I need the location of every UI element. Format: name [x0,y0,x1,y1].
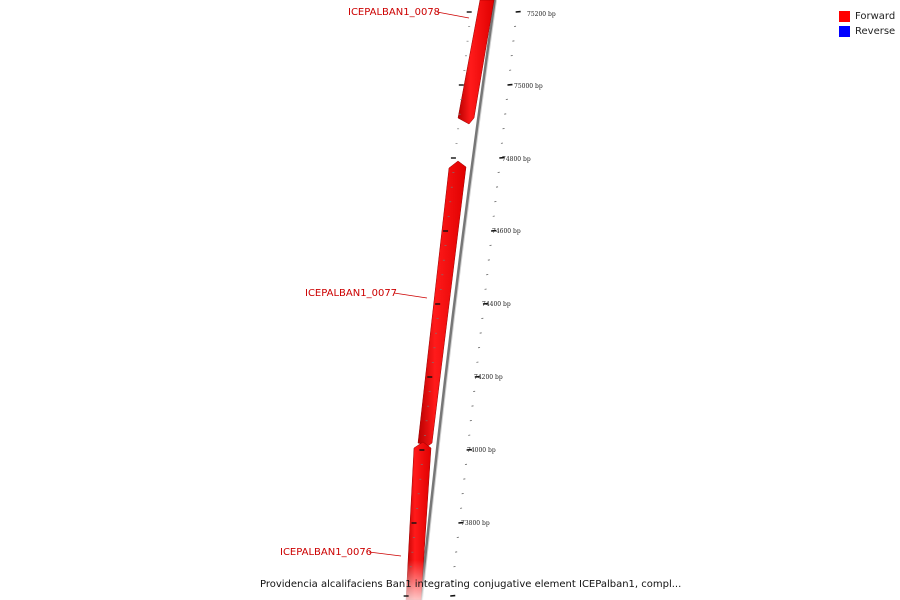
backbone-arc-highlight [423,0,497,600]
scale-label-74200: 74200 bp [474,374,503,381]
leader-line-0078 [437,12,469,18]
legend-item-reverse[interactable] [839,24,900,39]
gene-label-0078[interactable]: ICEPALBAN1_0078 [348,7,441,18]
gene-arrow-0078[interactable] [458,0,494,124]
legend-item-forward[interactable] [839,9,900,24]
leader-line-0077 [394,293,427,298]
leader-line-0076 [369,552,401,556]
scale-label-74600: 74600 bp [492,228,521,235]
legend-label-forward: Forward [855,11,896,22]
scale-label-74400: 74400 bp [482,301,511,308]
scale-label-75200: 75200 bp [527,11,556,18]
gene-label-0076[interactable]: ICEPALBAN1_0076 [280,547,373,558]
scale-label-74000: 74000 bp [467,447,496,454]
forward-swatch [839,11,850,22]
scale-label-73800: 73800 bp [461,520,490,527]
gene-label-0077[interactable]: ICEPALBAN1_0077 [305,288,398,299]
scale-label-74800: 74800 bp [502,156,531,163]
scale-label-75000: 75000 bp [514,83,543,90]
legend [839,9,900,39]
reverse-swatch [839,26,850,37]
gene-features [395,0,494,600]
sequence-caption: Providencia alcalifaciens Ban1 integrating conjugative element ICEPalban1, compl... [260,579,682,590]
legend-label-reverse: Reverse [855,26,896,37]
